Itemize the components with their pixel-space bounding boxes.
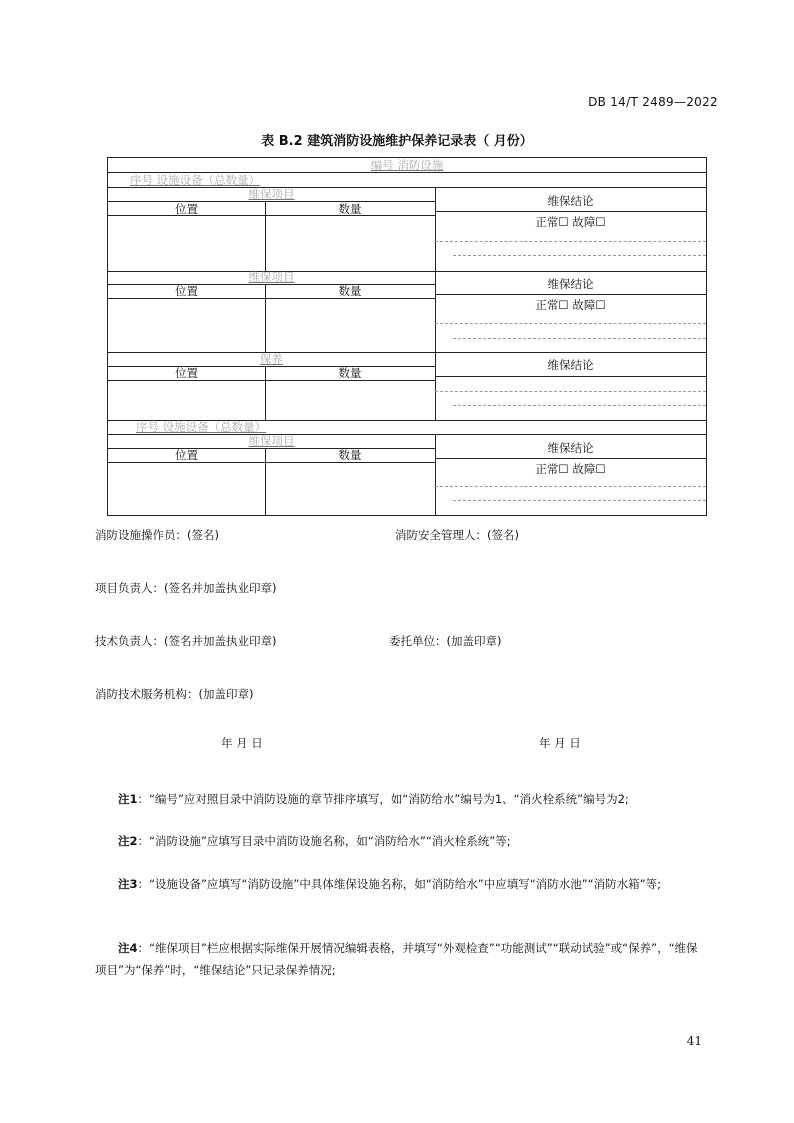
col-position: 位置 [175,448,198,462]
note-4: 注4：“维保项目”栏应根据实际维保开展情况编辑表格，并填写“外观检查”“功能测试”“联动试验”或“保养”，“维保项目”为“保养”时，“维保结论”只记录保养情况; [95,941,698,977]
maintenance-item-title: 保养 [260,352,283,366]
number-facility-row: 编号 消防设施 [370,158,444,172]
maintenance-record-form [107,157,707,516]
col-quantity: 数量 [338,448,362,462]
col-quantity: 数量 [338,202,362,216]
seq-equipment-row: 序号 设施设备（总数量） [130,173,261,187]
page-number: 41 [686,1034,702,1048]
date-left: 年 月 日 [221,736,263,750]
date-right: 年 月 日 [539,736,581,750]
note-2: 注2：“消防设施”应填写目录中消防设施名称，如“消防给水”“消火栓系统”等; [118,834,511,848]
col-quantity: 数量 [338,284,362,298]
maintenance-item-title: 维保项目 [248,270,295,284]
col-position: 位置 [175,284,198,298]
project-lead-signature: 项目负责人：(签名并加盖执业印章) [95,581,277,595]
operator-signature: 消防设施操作员：(签名) [95,528,219,542]
conclusion-label: 维保结论 [547,194,594,208]
conclusion-label: 维保结论 [547,441,594,455]
safety-manager-signature: 消防安全管理人：(签名) [395,528,519,542]
col-quantity: 数量 [338,366,362,380]
col-position: 位置 [175,202,198,216]
status-checkboxes[interactable]: 正常☐ 故障☐ [535,298,606,312]
note-1: 注1：“编号”应对照目录中消防设施的章节排序填写，如“消防给水”编号为1、“消火栓系统”编号为2; [118,792,629,806]
table-title: 表 B.2 建筑消防设施维护保养记录表（ 月份） [261,134,533,149]
service-org-seal: 消防技术服务机构：(加盖印章) [95,687,254,701]
col-position: 位置 [175,366,198,380]
note-3: 注3：“设施设备”应填写“消防设施”中具体维保设施名称，如“消防给水”中应填写“消防水池”“消防水箱”等; [118,877,661,891]
client-unit-seal: 委托单位：(加盖印章) [389,634,502,648]
conclusion-label: 维保结论 [547,358,594,372]
conclusion-label: 维保结论 [547,277,594,291]
status-checkboxes[interactable]: 正常☐ 故障☐ [535,215,606,229]
tech-lead-signature: 技术负责人：(签名并加盖执业印章) [95,634,277,648]
maintenance-item-title: 维保项目 [248,434,295,448]
status-checkboxes[interactable]: 正常☐ 故障☐ [535,462,606,476]
maintenance-item-title: 维保项目 [248,187,295,201]
seq-equipment-row: 序号 设施设备（总数量） [136,420,267,434]
standard-code: DB 14/T 2489—2022 [588,95,718,109]
